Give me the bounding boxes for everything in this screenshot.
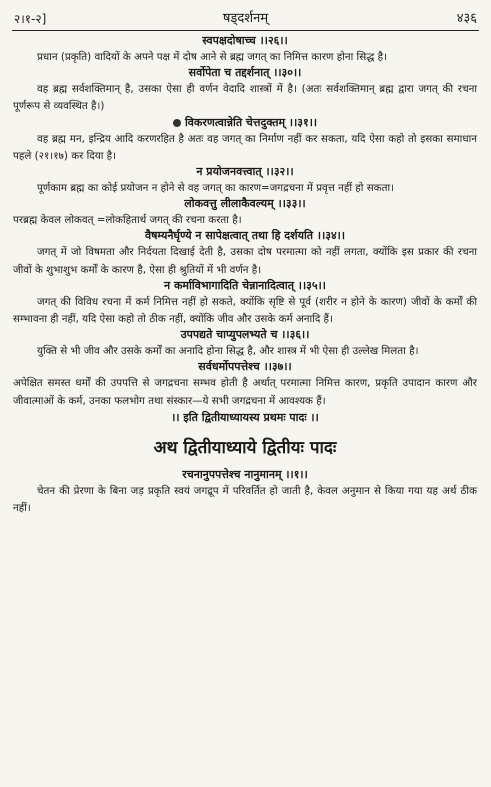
commentary-paragraph: वह ब्रह्म मन, इन्द्रिय आदि करणरहित है अतः वह जगत् का निर्माण नहीं कर सकता, यदि ऐसा कहो तो इसका समाधान पहले (२१।१७) कर दिया है। <box>13 132 477 162</box>
sutra-heading <box>13 360 477 375</box>
commentary-paragraph: प्रधान (प्रकृति) वादियों के अपने पक्ष में दोष आने से ब्रह्म जगत् का निमित्त कारण होना सिद्ध है। <box>37 51 388 63</box>
sutra-text: सर्वधर्मोपपत्तेश्च ।।३७।। <box>198 360 292 374</box>
page-header <box>14 8 477 30</box>
commentary-paragraph: जगत् में जो विषमता और निर्दयता दिखाई देती है, उसका दोष परमात्मा को नहीं लगता, क्योंकि इस प्रकार की रचना जीवों के शुभाशुभ कर्मों के कारण है, ऐसा ही श्रुतियों में भी वर्णन है। <box>13 246 477 276</box>
sutra-text: लोकवत्तु लीलाकैवल्यम् ।।३३।। <box>184 197 306 211</box>
commentary-paragraph: वह ब्रह्म सर्वशक्तिमान् है, उसका ऐसा ही वर्णन वेदादि शास्त्रों में है। (अतः सर्वशक्तिमान् ब्रह्म द्वारा जगत् की रचना पूर्णरूप से व्यवस्थित है।) <box>13 83 477 113</box>
commentary-paragraph: चेतन की प्रेरणा के बिना जड़ प्रकृति स्वयं जगद्रूप में परिवर्तित हो जाती है, केवल अनुमान से किया गया यह अर्थ ठीक नहीं। <box>13 484 477 515</box>
commentary-paragraph: परब्रह्म केवल लोकवत् =लोकहितार्थ जगत् की रचना करता है। <box>13 214 242 227</box>
section-reference: २।१-२] <box>14 12 47 26</box>
sutra-heading <box>13 328 477 343</box>
running-title: षड्दर्शनम् <box>222 11 269 26</box>
sutra-heading <box>13 229 477 244</box>
commentary-paragraph: युक्ति से भी जीव और उसके कर्मों का अनादि होना सिद्ध है, और शास्त्र में भी ऐसा ही उल्लेख मिलता है। <box>37 345 419 358</box>
sutra-text: न प्रयोजनवत्त्वात् ।।३२।। <box>196 165 294 179</box>
ink-blot-mark <box>173 119 181 127</box>
commentary-paragraph: पूर्णकाम ब्रह्म का कोई प्रयोजन न होने से वह जगत् का कारण=जगद्रचना में प्रवृत्त नहीं हो सकता। <box>37 182 395 195</box>
sutra-heading <box>13 66 477 81</box>
sutra-heading <box>13 116 477 131</box>
commentary-paragraph: जगत् की विविध रचना में कर्म निमित्त नहीं हो सकते, क्योंकि सृष्टि से पूर्व (शरीर न होने के कारण) जीवों के कर्मों की सम्भावना ही नहीं, यदि ऐसा कहो तो ठीक नहीं, क्योंकि जीव और उसके कर्म अनादि हैं। <box>13 295 477 326</box>
section-end-line: ।। इति द्वितीयाध्यायस्य प्रथमः पादः ।। <box>171 410 319 424</box>
sutra-text: सर्वोपेता च तद्दर्शनात् ।।३०।। <box>188 66 302 80</box>
sutra-heading <box>13 197 477 212</box>
sutra-heading <box>13 468 477 483</box>
sutra-text: रचनानुपपत्तेश्च नानुमानम् ।।१।। <box>182 467 308 481</box>
sutra-text: उपपद्यते चाप्युपलभ्यते च ।।३६।। <box>180 328 310 342</box>
header-rule <box>12 30 479 31</box>
chapter-heading: अथ द्वितीयाध्याये द्वितीयः पादः <box>153 437 337 458</box>
sutra-text: विकरणत्वान्नेति चेत्तदुक्तम् ।।३१।। <box>184 115 318 129</box>
commentary-paragraph: अपेक्षित समस्त धर्मों की उपपत्ति से जगद्रचना सम्भव होती है अर्थात् परमात्मा निमित्त कारण, प्रकृति उपादान कारण और जीवात्माओं के कर्म, उनका फलभोग तथा संस्कार—ये सभी जगद्रचना में आवश्यक हैं। <box>13 377 477 407</box>
sutra-text: न कर्माविभागादिति चेन्नानादित्वात् ।।३५।। <box>164 278 326 292</box>
sutra-heading <box>13 165 477 180</box>
sutra-heading <box>13 279 477 294</box>
sutra-heading <box>13 34 477 49</box>
page-number: ४३६ <box>456 11 477 26</box>
sutra-text: स्वपक्षदोषाच्च ।।२६।। <box>202 34 288 47</box>
sutra-text: वैषम्यनैर्घृण्ये न सापेक्षत्वात् तथा हि दर्शयति ।।३४।। <box>144 229 346 243</box>
page-body <box>13 34 477 517</box>
